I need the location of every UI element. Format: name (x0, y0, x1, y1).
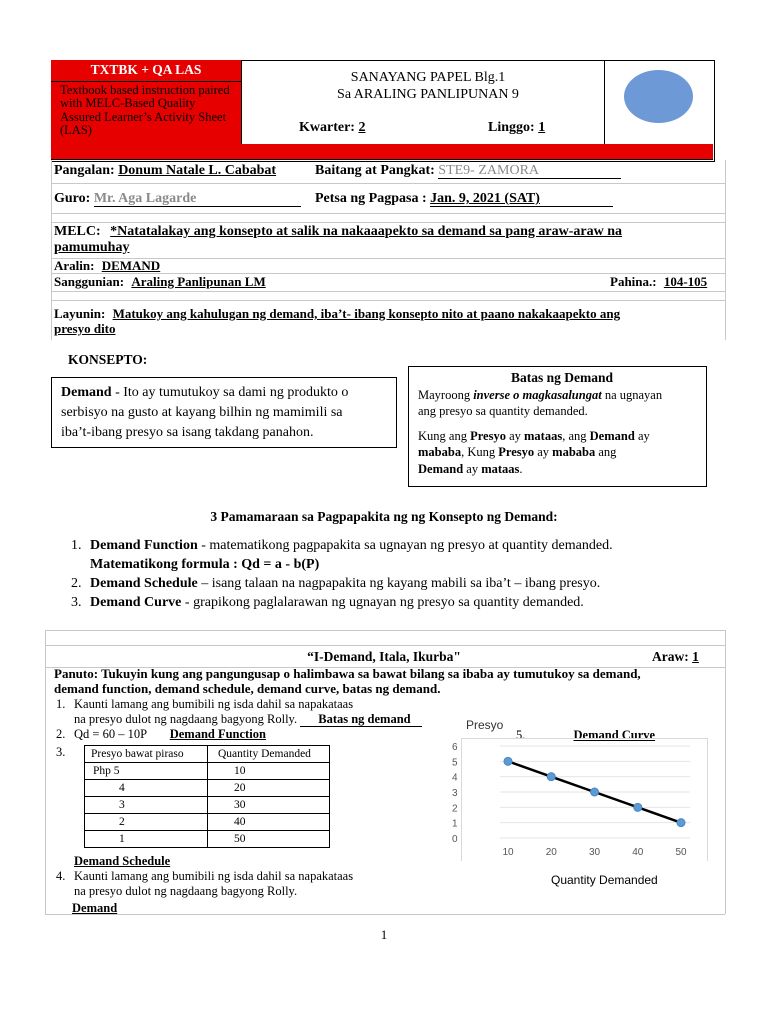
table-cell: 50 (208, 831, 330, 848)
chart-data-point (547, 773, 555, 781)
linggo-value: 1 (538, 120, 546, 135)
batas-bold: mataas (524, 428, 563, 443)
item-separator: - (197, 538, 210, 553)
pangalan-value[interactable]: Donum Natale L. Cababat (118, 163, 277, 178)
chart-x-tick-label: 40 (632, 847, 644, 858)
batas-text: , Kung (461, 445, 499, 459)
item-number: 2. (71, 576, 82, 591)
answer-2[interactable]: Demand Function (169, 727, 266, 741)
header-logo-divider (604, 60, 605, 144)
baitang-value[interactable]: STE9- ZAMORA (438, 163, 621, 179)
pamamaraan-formula: Matematikong formula : Qd = a - b(P) (90, 557, 320, 572)
layunin-text-1: Matukoy ang kahulugan ng demand, iba’t- ibang konsepto nito at paano nakakaapekto ang (112, 306, 621, 321)
baitang-row (315, 163, 621, 179)
table-cell: Php 5 (85, 763, 208, 780)
layunin-block (54, 306, 714, 336)
table-cell: 10 (208, 763, 330, 780)
question-4 (56, 869, 353, 899)
batas-text: ay (534, 445, 553, 459)
activity-title: “I-Demand, Itala, Ikurba" (307, 649, 461, 664)
panuto (54, 666, 724, 696)
chart-y-label: Presyo (466, 718, 504, 732)
table-row (85, 763, 330, 780)
sanggunian-row (54, 274, 266, 290)
layunin-text-2: presyo dito (54, 321, 116, 336)
pahina-row (610, 274, 707, 290)
question-text: na presyo dulot ng nagdaang bagyong Rolly. (74, 712, 298, 726)
batas-bold: Presyo (498, 445, 535, 459)
batas-text: Mayroong (418, 387, 474, 402)
item-text: grapikong paglalarawan ng ugnayan ng presyo sa quantity demanded. (193, 595, 584, 610)
kwarter-label: Kwarter: (299, 120, 355, 135)
batas-bold: Demand (418, 461, 464, 476)
item-number: 1. (71, 538, 82, 553)
chart-plot-area (440, 738, 720, 868)
chart-x-tick-label: 30 (588, 847, 601, 858)
question-number: 5. (516, 728, 526, 742)
araw-label: Araw: (652, 649, 689, 664)
batas-text: ay (505, 428, 525, 443)
question-text: Kaunti lamang ang bumibili ng isda dahil sa napakataas (74, 869, 354, 883)
pamamaraan-list (71, 536, 721, 612)
batas-text: ay (463, 461, 482, 476)
header-title-2: Sa ARALING PANLIPUNAN 9 (337, 87, 519, 102)
pamamaraan-item-3 (71, 593, 721, 612)
batas-paragraph-2 (418, 428, 706, 478)
table-cell: 4 (85, 780, 208, 797)
demand-def-1: - Ito ay tumutukoy sa dami ng produkto o (111, 385, 349, 400)
table-cell: 2 (85, 814, 208, 831)
table-cell: 40 (208, 814, 330, 831)
melc-label: MELC: (54, 224, 101, 239)
melc-block (54, 224, 714, 256)
pahina-label: Pahina.: (610, 274, 657, 289)
demand-definition-box (51, 377, 397, 448)
item-term: Demand Schedule (90, 576, 198, 591)
batas-text: ang (595, 445, 617, 459)
batas-emphasis: inverse o magkasalungat (473, 387, 602, 402)
table-row (85, 814, 330, 831)
pangalan-row (54, 163, 276, 179)
batas-text: na ugnayan (601, 387, 663, 402)
pamamaraan-item-2 (71, 574, 721, 593)
table-cell: 20 (208, 780, 330, 797)
guro-value[interactable]: Mr. Aga Lagarde (94, 191, 301, 207)
question-number: 4. (56, 869, 66, 883)
batas-box (408, 366, 707, 487)
chart-y-tick-label: 0 (452, 834, 458, 845)
question-2 (56, 727, 266, 742)
pahina-value: 104-105 (663, 274, 708, 289)
chart-x-tick-label: 50 (675, 847, 687, 858)
item-separator: - (181, 595, 194, 610)
aralin-label: Aralin: (54, 258, 95, 273)
header-linggo (488, 120, 545, 136)
chart-y-tick-label: 1 (452, 818, 458, 830)
item-term: Demand Function (90, 538, 198, 553)
kwarter-value: 2 (358, 120, 366, 135)
batas-text: , ang (562, 428, 590, 443)
batas-bold: mataas (481, 461, 520, 476)
demand-term: Demand (61, 385, 112, 400)
chart-y-tick-label: 6 (452, 742, 458, 753)
header-red-box (51, 60, 242, 144)
question-3-number: 3. (56, 745, 66, 759)
araw-value: 1 (692, 649, 699, 664)
guro-row (54, 191, 301, 207)
pamamaraan-heading: 3 Pamamaraan sa Pagpapakita ng ng Konsepto ng Demand: (210, 509, 558, 524)
konsepto-heading: KONSEPTO: (68, 352, 148, 367)
batas-text: Kung ang (418, 428, 471, 443)
melc-text-1: *Natatalakay ang konsepto at salik na nakaaapekto sa demand sa pang araw-araw na (110, 224, 623, 239)
melc-text-2: pamumuhay (54, 240, 130, 255)
aralin-value: DEMAND (101, 258, 161, 273)
answer-4[interactable]: Demand (72, 901, 118, 915)
item-text: isang talaan na nagpapakita ng kayang mabili sa iba’t – ibang presyo. (211, 576, 601, 591)
pangalan-label: Pangalan: (54, 163, 115, 178)
header-kwarter (299, 120, 365, 136)
batas-text: ang presyo sa quantity demanded. (418, 404, 588, 418)
demand-def-3: iba’t-ibang presyo sa isang takdang panahon. (61, 425, 314, 440)
school-logo-circle (624, 70, 693, 123)
linggo-label: Linggo: (488, 120, 535, 135)
answer-1[interactable]: Batas ng demand (300, 713, 422, 727)
chart-y-tick-label: 5 (452, 757, 458, 769)
batas-bold: mababa (552, 445, 596, 459)
batas-title: Batas ng Demand (510, 370, 613, 385)
chart-y-tick-label: 4 (452, 772, 458, 784)
header-description: Textbook based instruction paired with MELC-Based Quality Assured Learner’s Activity Sheet (LAS) (60, 83, 230, 138)
answer-5[interactable]: Demand Curve (573, 728, 656, 742)
table-header: Presyo bawat piraso (85, 746, 208, 763)
table-row (85, 831, 330, 848)
sanggunian-label: Sanggunian: (54, 274, 125, 289)
header-title-1: SANAYANG PAPEL Blg.1 (350, 70, 506, 85)
petsa-row (315, 191, 613, 207)
chart-y-tick-label: 3 (452, 788, 458, 799)
panuto-line-1: Panuto: Tukuyin kung ang pangungusap o halimbawa sa bawat bilang sa ibaba ay tumutukoy sa demand, (54, 666, 641, 681)
item-separator: – (197, 576, 212, 591)
item-term: Demand Curve (90, 595, 182, 610)
demand-def-2: serbisyo na gusto at kayang bilhin ng mamimili sa (61, 405, 343, 420)
item-text: matematikong pagpapakita sa ugnayan ng presyo at quantity demanded. (209, 538, 613, 553)
question-text: na presyo dulot ng nagdaang bagyong Rolly. (74, 884, 298, 898)
chart-x-tick-label: 10 (502, 847, 514, 858)
chart-x-tick-label: 20 (545, 847, 557, 858)
question-1 (56, 697, 422, 727)
batas-bold: mababa (418, 445, 462, 459)
panuto-line-2: demand function, demand schedule, demand curve, batas ng demand. (54, 681, 441, 696)
batas-text: . (519, 461, 523, 476)
table-header-row (85, 746, 330, 763)
chart-data-point (677, 819, 685, 827)
header-tag: TXTBK + QA LAS (51, 60, 241, 82)
guro-label: Guro: (54, 191, 91, 206)
demand-schedule-table (84, 745, 330, 848)
question-number: 1. (56, 697, 66, 711)
chart-y-tick-label: 2 (452, 803, 458, 815)
aralin-row (54, 258, 160, 274)
batas-paragraph-1 (418, 387, 706, 420)
chart-data-point (591, 788, 599, 796)
layunin-label: Layunin: (54, 306, 106, 321)
table-cell: 1 (85, 831, 208, 848)
page-number: 1 (380, 927, 388, 942)
petsa-label: Petsa ng Pagpasa : (315, 191, 427, 206)
question-text: Qd = 60 – 10P (74, 727, 147, 741)
araw-row (652, 649, 699, 665)
pamamaraan-item-1 (71, 536, 721, 555)
item-number: 3. (71, 595, 82, 610)
batas-text: ay (634, 428, 650, 443)
batas-bold: Presyo (470, 428, 506, 443)
question-number: 2. (56, 727, 66, 741)
chart-x-label: Quantity Demanded (551, 873, 658, 887)
table-row (85, 780, 330, 797)
chart-data-point (504, 757, 512, 765)
table-cell: 3 (85, 797, 208, 814)
batas-bold: Demand (589, 428, 635, 443)
table-cell: 30 (208, 797, 330, 814)
sanggunian-value: Araling Panlipunan LM (131, 274, 266, 289)
baitang-label: Baitang at Pangkat: (315, 163, 435, 178)
chart-data-point (634, 803, 642, 811)
question-text: Kaunti lamang ang bumibili ng isda dahil sa napakataas (74, 697, 354, 711)
table-header: Quantity Demanded (208, 746, 330, 763)
header-bottom-band (51, 144, 713, 160)
answer-3[interactable]: Demand Schedule (74, 854, 171, 868)
petsa-value[interactable]: Jan. 9, 2021 (SAT) (430, 191, 613, 207)
table-row (85, 797, 330, 814)
